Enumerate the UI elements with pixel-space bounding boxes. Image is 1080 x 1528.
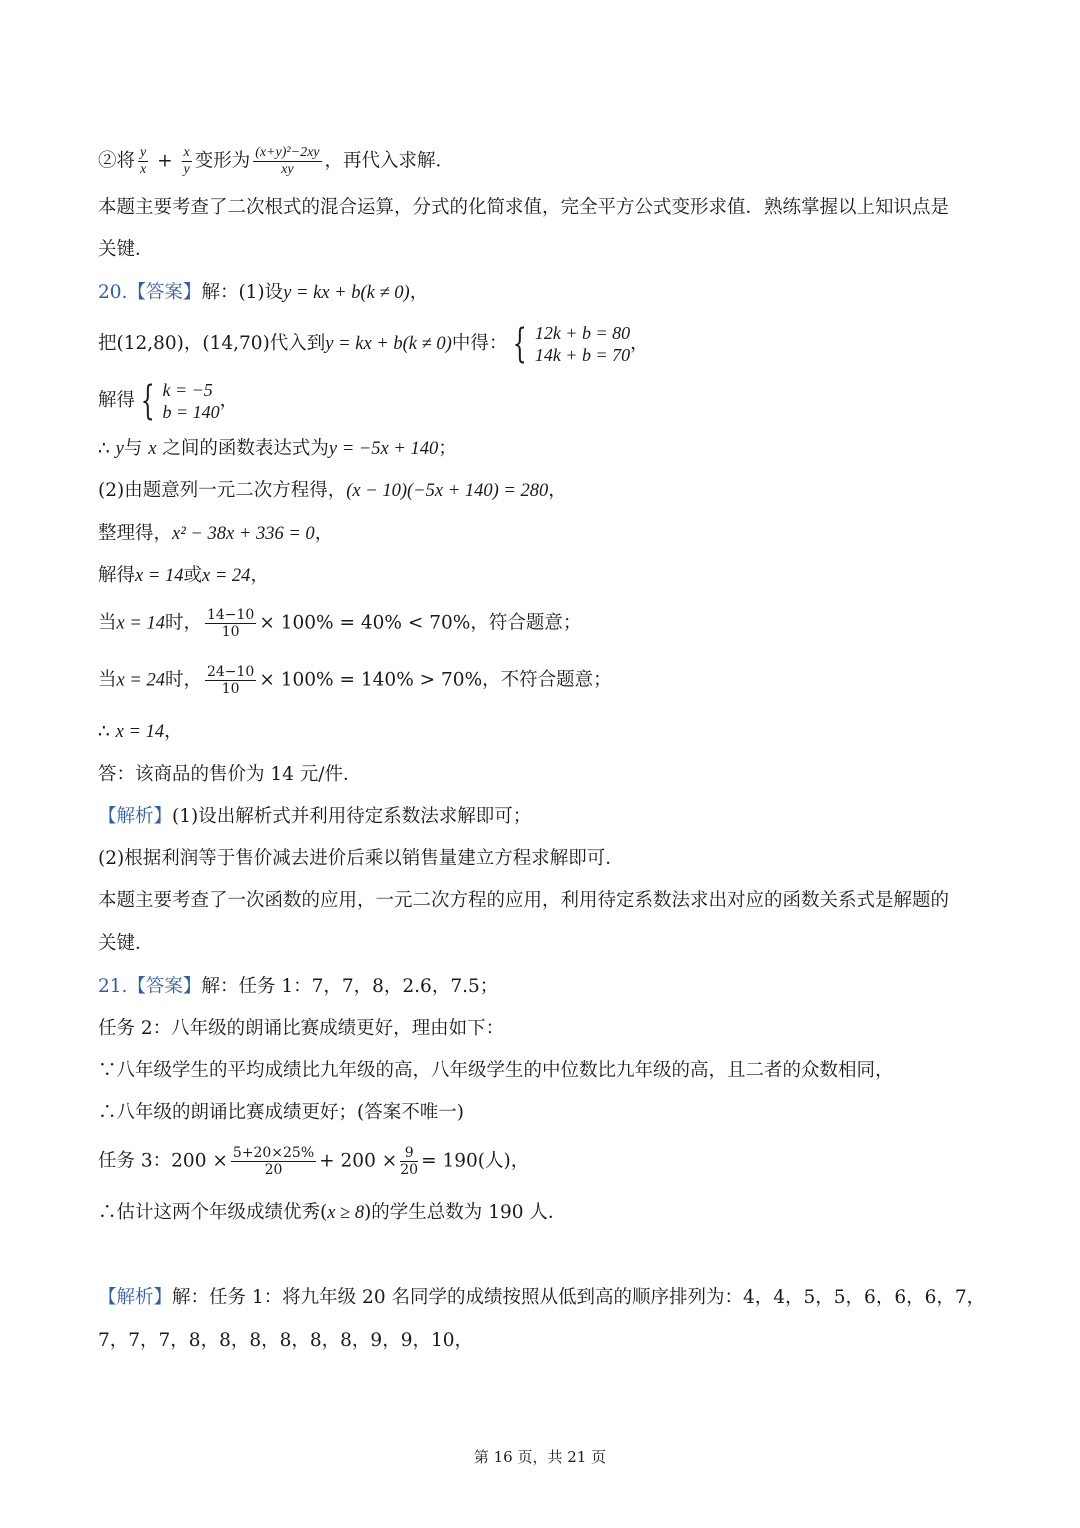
- q20-equation: y = kx + b(k ≠ 0): [283, 283, 410, 303]
- therefore-symbol: ∴: [98, 438, 116, 459]
- q20-number: 20.: [98, 282, 128, 303]
- part2-equation-line: [98, 482, 567, 501]
- plus-sign: +: [151, 150, 179, 172]
- or-text: 或: [183, 565, 202, 586]
- task2-line: 任务 2：八年级的朗诵比赛成绩更好，理由如下：: [98, 1018, 505, 1039]
- function-equation: y = −5x + 140: [328, 439, 439, 459]
- system-row: b = 140: [162, 402, 220, 422]
- therefore-symbol: ∴: [98, 721, 116, 742]
- equation-system-2: [135, 379, 220, 423]
- q21-number: 21.: [98, 976, 128, 997]
- q20-answer-tag: 【答案】: [127, 282, 202, 303]
- task2-because-line: ∵八年级学生的平均成绩比九年级的高，八年级学生的中位数比九年级的高，且二者的众数相同，: [98, 1060, 894, 1081]
- roots-prefix: 解得: [98, 565, 136, 586]
- left-brace-icon: {: [140, 378, 155, 424]
- text: ，符合题意；: [470, 612, 582, 634]
- check-24-line: [98, 665, 612, 696]
- punct: ，: [314, 523, 334, 544]
- task3-mid: + 200 ×: [319, 1150, 398, 1172]
- x-geq-8: x ≥ 8: [327, 1203, 365, 1223]
- substitution-prefix: 把(12,80)，(14,70)代入到: [98, 332, 326, 354]
- system-row: 14k + b = 70: [534, 345, 631, 365]
- q20-analysis-line-2: (2)根据利润等于售价减去进价后乘以销售量建立方程求解即可．: [98, 848, 624, 869]
- estimate-line: [98, 1204, 566, 1223]
- var-x: x: [148, 439, 157, 459]
- x-equals-14: x = 14: [115, 722, 165, 742]
- fraction-transformed: $\frac{\text{(x+y)²−2xy}}{xy}$: [255, 145, 320, 177]
- punct: ；: [438, 438, 457, 459]
- q21-analysis-line: [98, 1289, 985, 1308]
- fraction-x-over-y: $\frac{x}{y}$: [183, 145, 190, 177]
- check-14-line: [98, 608, 581, 639]
- quadratic-equation: (x − 10)(−5x + 140) = 280: [346, 481, 549, 501]
- part2-prefix: (2)由题意列一元二次方程得，: [98, 480, 347, 501]
- text: ∴估计这两个年级成绩优秀(: [98, 1202, 328, 1223]
- analysis-text: (1)设出解析式并利用待定系数法求解即可；: [172, 806, 532, 827]
- equation-system-1: [507, 322, 630, 366]
- root-1: x = 14: [135, 566, 184, 586]
- tidy-prefix: 整理得，: [98, 523, 173, 544]
- root-2: x = 24: [201, 566, 251, 586]
- analysis-tag: 【解析】: [98, 1287, 173, 1308]
- substitution-equation: y = kx + b(k ≠ 0): [325, 333, 452, 354]
- tidy-line: [98, 525, 333, 544]
- q21-answer-line: [98, 978, 498, 997]
- q21-answer-tag: 【答案】: [127, 976, 202, 997]
- punct: ，: [164, 721, 183, 742]
- text: 与: [123, 438, 149, 459]
- q20-analysis-line: [98, 808, 531, 827]
- fraction-task3-2: $\frac{9}{20}$: [400, 1145, 419, 1178]
- fraction-task3-1: $\frac{5+20\times 25\%}{20}$: [232, 1145, 315, 1178]
- percent-compare: × 100% = 40% < 70%: [259, 612, 471, 634]
- analysis-text: 解：任务 1：将九年级 20 名同学的成绩按照从低到高的顺序排列为：4，4，5，5，6，6，6，7，: [172, 1287, 986, 1308]
- summary-line-2: 关键．: [98, 239, 154, 260]
- q21-text: 解：任务 1：7，7，8，2.6，7.5；: [201, 976, 499, 997]
- punct: ，: [409, 282, 429, 303]
- substitution-mid: 中得：: [451, 332, 508, 354]
- q20-answer-line: [98, 284, 428, 303]
- punct: ，: [219, 389, 239, 411]
- solve-line: [98, 379, 238, 423]
- punct: ，: [250, 565, 269, 586]
- text: 时，: [164, 612, 202, 634]
- text: 之间的函数表达式为: [156, 438, 329, 459]
- system-row: k = −5: [162, 380, 213, 400]
- tidy-equation: x² − 38x + 336 = 0: [172, 524, 315, 544]
- text: 当: [98, 669, 117, 691]
- summary-line-1: 本题主要考查了二次根式的混合运算，分式的化简求值，完全平方公式变形求值．熟练掌握以上知识点是: [98, 197, 950, 218]
- analysis-tag: 【解析】: [98, 806, 173, 827]
- q20-text: 解：(1)设: [201, 282, 284, 303]
- conclusion-x-line: [98, 723, 183, 742]
- substitution-line: [98, 322, 649, 366]
- var-y: y: [115, 439, 124, 459]
- task2-so-line: ∴八年级的朗诵比赛成绩更好；(答案不唯一): [98, 1102, 464, 1123]
- q20-analysis-line-3: 本题主要考查了一次函数的应用，一元二次方程的应用，利用待定系数法求出对应的函数关系式是解题的: [98, 890, 950, 911]
- hint-mid: 变形为: [194, 150, 251, 172]
- fraction-y-over-x: $\frac{y}{x}$: [140, 145, 147, 177]
- text: ，不符合题意；: [482, 669, 612, 691]
- system-row: 12k + b = 80: [534, 323, 631, 343]
- roots-line: [98, 567, 269, 586]
- hint-line: [98, 146, 454, 177]
- task3-prefix: 任务 3：200 ×: [98, 1150, 228, 1172]
- percent-compare: × 100% = 140% > 70%: [259, 669, 483, 691]
- hint-prefix: ②将: [98, 150, 136, 172]
- x-equals-14: x = 14: [116, 613, 165, 634]
- hint-suffix: ，再代入求解．: [324, 150, 455, 172]
- fraction-check-24: $\frac{24-10}{10}$: [206, 664, 255, 697]
- punct: ，: [630, 332, 649, 354]
- fraction-check-14: $\frac{14-10}{10}$: [206, 607, 255, 640]
- punct: ，: [548, 480, 567, 501]
- text: )的学生总数为 190 人．: [364, 1202, 567, 1223]
- page-footer: 第 16 页，共 21 页: [473, 1448, 607, 1466]
- left-brace-icon: {: [513, 321, 528, 367]
- solve-prefix: 解得: [98, 389, 136, 411]
- text: 时，: [164, 669, 202, 691]
- x-equals-24: x = 24: [116, 670, 165, 691]
- q20-final-answer: 答：该商品的售价为 14 元/件．: [98, 764, 362, 785]
- q20-analysis-line-4: 关键．: [98, 933, 154, 954]
- q21-analysis-line-2: 7，7，7，8，8，8，8，8，8，9，9，10，: [98, 1330, 474, 1351]
- task3-line: [98, 1146, 529, 1177]
- text: 当: [98, 612, 117, 634]
- function-expression-line: [98, 440, 457, 459]
- task3-result: = 190(人)，: [421, 1150, 530, 1172]
